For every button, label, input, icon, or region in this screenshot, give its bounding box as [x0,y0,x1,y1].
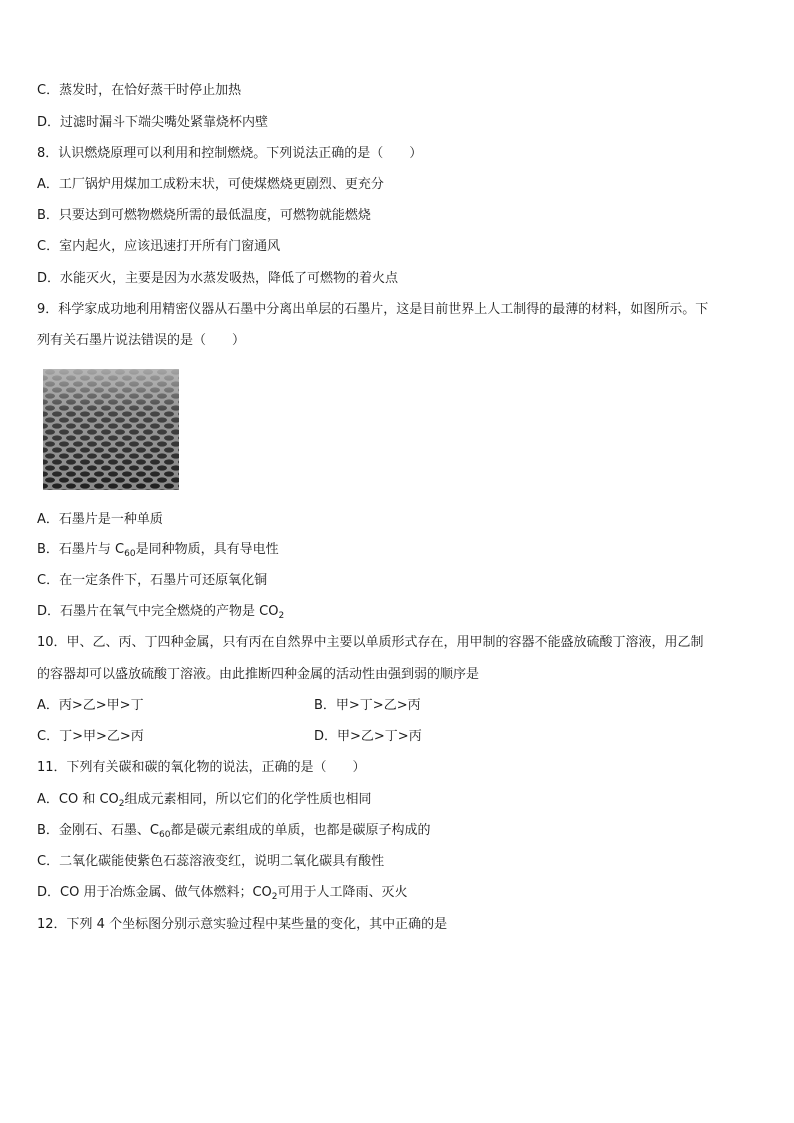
graphene-figure [43,369,179,490]
q8-option-b: B．只要达到可燃物燃烧所需的最低温度，可燃物就能燃烧 [37,208,371,223]
q10-option-a: A．丙>乙>甲>丁 [37,698,144,713]
q11-option-a-sub: 2 [118,799,125,809]
q9-option-a: A．石墨片是一种单质 [37,512,163,527]
q11-option-b-text1: B．金刚石、石墨、C [37,823,159,838]
q9-option-b-sub: 60 [124,549,136,559]
q11-option-b-sub: 60 [159,830,171,840]
q11-option-d-text2: 可用于人工降雨、灭火 [277,885,408,900]
q8-option-a: A．工厂锅炉用煤加工成粉末状，可使煤燃烧更剧烈、更充分 [37,177,384,192]
q9-stem-line1: 9．科学家成功地利用精密仪器从石墨中分离出单层的石墨片，这是目前世界上人工制得的最薄的材料，如图所示。下 [37,302,709,317]
q9-stem-line2: 列有关石墨片说法错误的是（ ） [37,333,246,348]
q10-option-b: B．甲>丁>乙>丙 [314,698,421,713]
q9-option-d [37,603,284,621]
q11-option-c: C．二氧化碳能使紫色石蕊溶液变红，说明二氧化碳具有酸性 [37,854,385,869]
q8-option-d: D．水能灭火，主要是因为水蒸发吸热，降低了可燃物的着火点 [37,271,399,286]
q7-option-d: D．过滤时漏斗下端尖嘴处紧靠烧杯内壁 [37,115,269,130]
q11-option-a [37,791,372,809]
q11-option-d-sub: 2 [271,892,278,902]
q9-option-d-sub: 2 [278,611,285,621]
q11-option-d [37,884,408,902]
q9-option-d-text1: D．石墨片在氧气中完全燃烧的产物是 CO [37,604,279,619]
q10-stem-line1: 10．甲、乙、丙、丁四种金属，只有丙在自然界中主要以单质形式存在，用甲制的容器不能盛放硫酸丁溶液，用乙制 [37,635,704,650]
q10-option-d: D．甲>乙>丁>丙 [314,729,422,744]
q9-option-c: C．在一定条件下，石墨片可还原氧化铜 [37,573,268,588]
q8-option-c: C．室内起火，应该迅速打开所有门窗通风 [37,239,281,254]
q11-option-a-text1: A．CO 和 CO [37,792,119,807]
q9-option-b-text2: 是同种物质，具有导电性 [135,542,279,557]
q8-stem: 8．认识燃烧原理可以利用和控制燃烧。下列说法正确的是（ ） [37,146,423,161]
q9-option-b-text1: B．石墨片与 C [37,542,125,557]
q9-option-b [37,541,279,559]
q10-stem-line2: 的容器却可以盛放硫酸丁溶液。由此推断四种金属的活动性由强到弱的顺序是 [37,667,480,682]
q12-stem: 12．下列 4 个坐标图分别示意实验过程中某些量的变化，其中正确的是 [37,917,448,932]
q11-option-d-text1: D．CO 用于冶炼金属、做气体燃料；CO [37,885,272,900]
q11-option-b-text2: 都是碳元素组成的单质，也都是碳原子构成的 [170,823,431,838]
q10-option-c: C．丁>甲>乙>丙 [37,729,144,744]
q11-option-a-text2: 组成元素相同，所以它们的化学性质也相同 [124,792,372,807]
q11-stem: 11．下列有关碳和碳的氧化物的说法，正确的是（ ） [37,760,366,775]
q7-option-c: C．蒸发时，在恰好蒸干时停止加热 [37,83,242,98]
q11-option-b [37,822,430,840]
